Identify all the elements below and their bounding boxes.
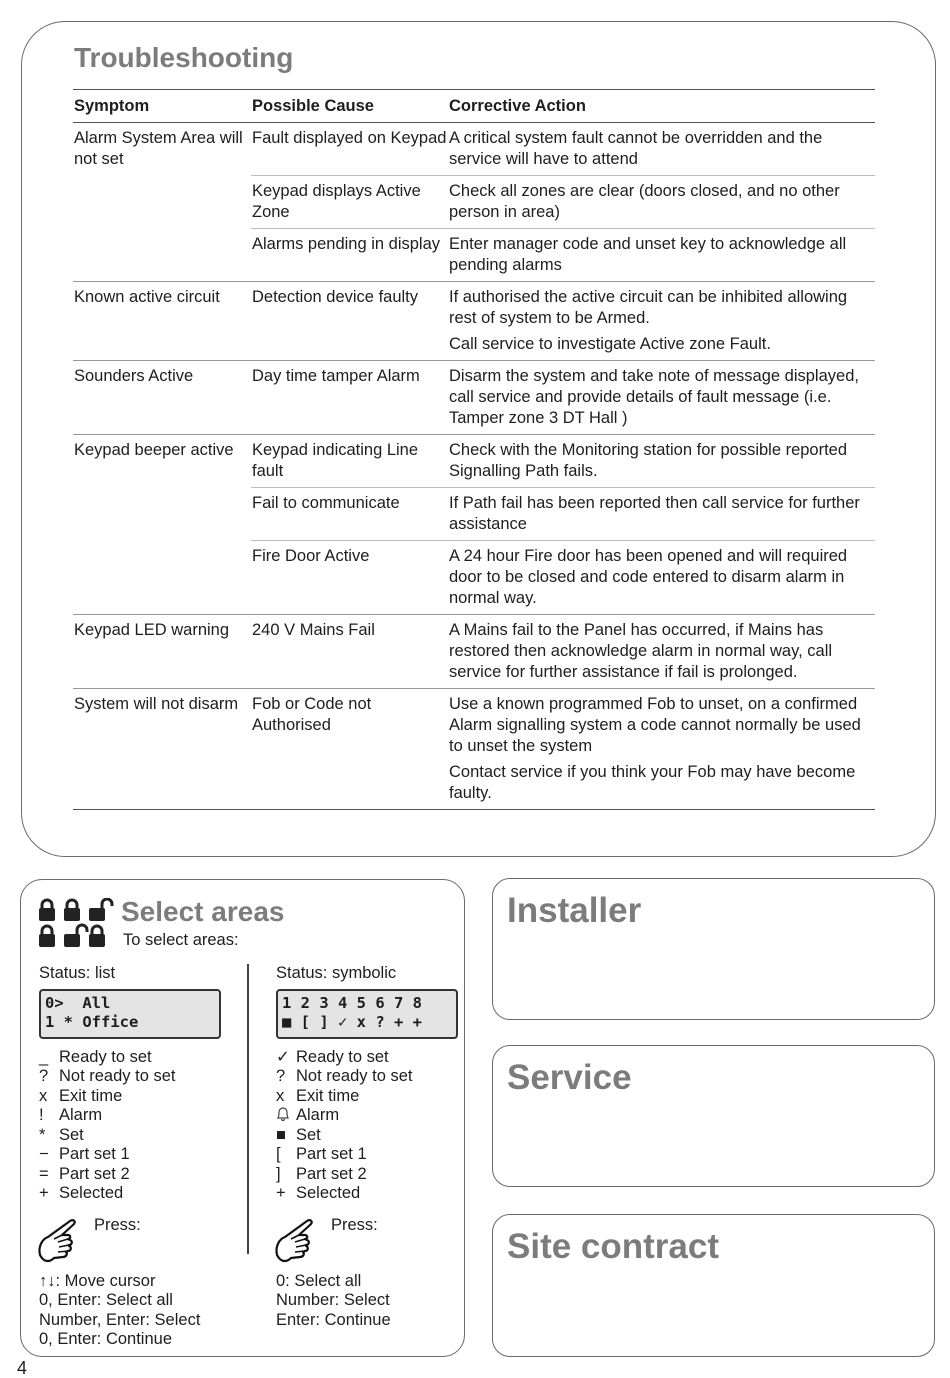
- table-row: [73, 176, 875, 229]
- symptom-cell: Sounders Active: [73, 361, 251, 435]
- legend-item: [276, 1048, 461, 1068]
- page-number: 4: [17, 1358, 28, 1378]
- symptom-cell: [73, 762, 251, 810]
- legend-symbol: −: [39, 1145, 49, 1163]
- symptom-cell: Keypad beeper active: [73, 435, 251, 488]
- lcd-line: 1 * Office: [45, 1012, 139, 1031]
- action-cell: Use a known programmed Fob to unset, on a confirmed Alarm signalling system a code cannot normally be used to unset the system: [448, 689, 875, 763]
- legend-symbol: [: [276, 1145, 281, 1163]
- table-row: [73, 689, 875, 763]
- action-cell: If authorised the active circuit can be inhibited allowing rest of system to be Armed.: [448, 282, 875, 335]
- instruction-line: 0, Enter: Continue: [39, 1330, 172, 1348]
- instruction-line: Number, Enter: Select: [39, 1310, 201, 1329]
- symptom-cell: [73, 229, 251, 282]
- table-row: [73, 488, 875, 541]
- table-row: [73, 762, 875, 810]
- press-block: [39, 1212, 249, 1272]
- action-cell: Contact service if you think your Fob may have become faulty.: [448, 762, 875, 810]
- legend-item: [39, 1067, 249, 1087]
- legend-text: Set: [59, 1125, 84, 1144]
- status-list-column: [39, 964, 249, 1350]
- action-cell: A 24 hour Fire door has been opened and will required door to be closed and code entered to disarm alarm in normal way.: [448, 541, 875, 615]
- legend-text: Alarm: [59, 1106, 103, 1124]
- legend-text: Exit time: [59, 1086, 123, 1105]
- service-box: [492, 1045, 935, 1187]
- legend-item: [39, 1165, 249, 1185]
- legend-symbol: +: [276, 1184, 286, 1202]
- table-row: [73, 123, 875, 176]
- lcd-line: ■ [ ] ✓ x ? + +: [282, 1012, 422, 1031]
- bell-icon: [276, 1106, 296, 1126]
- action-cell: A critical system fault cannot be overridden and the service will have to attend: [448, 123, 875, 176]
- legend-item: [39, 1087, 249, 1107]
- legend-item: [39, 1145, 249, 1165]
- header-symptom: Symptom: [73, 90, 251, 123]
- instruction-line: ↑↓: Move cursor: [39, 1271, 156, 1290]
- legend-text: Ready to set: [59, 1047, 152, 1066]
- press-block: [276, 1212, 461, 1272]
- status-symbolic-label: Status: symbolic: [276, 964, 397, 982]
- cause-cell: Keypad displays Active Zone: [251, 176, 448, 229]
- action-cell: If Path fail has been reported then call service for further assistance: [448, 488, 875, 541]
- legend-text: Not ready to set: [296, 1067, 413, 1085]
- status-list-label: Status: list: [39, 964, 116, 982]
- legend-text: Exit time: [296, 1086, 360, 1105]
- lcd-display-symbolic: [276, 989, 458, 1039]
- cause-cell: Alarms pending in display: [251, 229, 448, 282]
- site-contract-heading: Site contract: [507, 1227, 719, 1266]
- padlock-icon: [38, 898, 118, 950]
- legend-text: Ready to set: [296, 1047, 389, 1066]
- table-header-row: [73, 90, 875, 123]
- action-cell: A Mains fail to the Panel has occurred, if Mains has restored then acknowledge alarm in normal way, call service for further assistance if fail is prolonged.: [448, 615, 875, 689]
- legend-text: Alarm: [296, 1106, 340, 1124]
- legend-text: Selected: [296, 1184, 361, 1202]
- legend-item: [276, 1067, 461, 1087]
- action-cell: Call service to investigate Active zone Fault.: [449, 335, 771, 353]
- legend-symbol: ✓: [276, 1047, 290, 1066]
- table-row: [73, 435, 875, 488]
- cause-cell: 240 V Mains Fail: [251, 615, 448, 689]
- legend-item: [276, 1126, 461, 1146]
- legend-text: Not ready to set: [59, 1067, 176, 1085]
- troubleshooting-title: Troubleshooting: [74, 42, 294, 73]
- symptom-cell: Known active circuit: [73, 282, 251, 335]
- symptom-cell: [73, 334, 251, 361]
- legend-symbol: +: [39, 1184, 49, 1202]
- legend-item: [276, 1184, 461, 1204]
- table-row: [73, 334, 875, 361]
- symptom-cell: Keypad LED warning: [73, 615, 251, 689]
- cause-cell: [251, 762, 448, 810]
- instruction-line: 0: Select all: [276, 1271, 362, 1290]
- select-areas-subtitle: To select areas:: [123, 931, 239, 949]
- instruction-line: 0, Enter: Select all: [39, 1291, 173, 1309]
- status-legend: [39, 1048, 249, 1204]
- pointing-hand-icon: [273, 1215, 327, 1267]
- troubleshooting-panel: [21, 21, 936, 857]
- lcd-line: 0> All: [45, 993, 111, 1012]
- cause-cell: [251, 334, 448, 361]
- legend-item: [39, 1048, 249, 1068]
- legend-item: [276, 1145, 461, 1165]
- site-contract-box: [492, 1214, 935, 1357]
- installer-box: [492, 878, 935, 1020]
- legend-item: [39, 1184, 249, 1204]
- service-heading: Service: [507, 1058, 632, 1097]
- cause-cell: Fire Door Active: [251, 541, 448, 615]
- action-cell: Check with the Monitoring station for possible reported Signalling Path fails.: [448, 435, 875, 488]
- legend-text: Part set 2: [59, 1164, 130, 1183]
- header-possible-cause: Possible Cause: [251, 90, 448, 123]
- troubleshooting-table: [73, 89, 875, 810]
- legend-text: Part set 2: [296, 1164, 367, 1183]
- legend-item: [39, 1126, 249, 1146]
- press-label: Press:: [94, 1215, 141, 1234]
- cause-cell: Keypad indicating Line fault: [251, 435, 448, 488]
- symptom-cell: [73, 488, 251, 541]
- legend-item: [276, 1087, 461, 1107]
- legend-symbol: =: [39, 1164, 49, 1183]
- symptom-cell: [73, 176, 251, 229]
- select-areas-title: Select areas: [121, 896, 285, 927]
- table-row: [73, 615, 875, 689]
- instructions: [39, 1272, 249, 1350]
- status-symbolic-column: [276, 964, 461, 1330]
- select-areas-panel: [20, 879, 465, 1357]
- lcd-display-list: [39, 989, 221, 1039]
- table-row: [73, 541, 875, 615]
- lock-icons: [38, 898, 118, 950]
- press-label: Press:: [331, 1215, 378, 1234]
- instructions: [276, 1272, 461, 1331]
- action-cell: Enter manager code and unset key to acknowledge all pending alarms: [448, 229, 875, 282]
- symptom-cell: [73, 541, 251, 615]
- table-row: [73, 282, 875, 335]
- lcd-line: 1 2 3 4 5 6 7 8: [282, 993, 422, 1012]
- legend-text: Selected: [59, 1184, 124, 1202]
- symptom-cell: Alarm System Area will not set: [73, 123, 251, 176]
- legend-text: Part set 1: [59, 1145, 130, 1163]
- legend-symbol: ?: [39, 1067, 49, 1085]
- legend-symbol: ]: [276, 1164, 281, 1183]
- cause-cell: Fault displayed on Keypad: [251, 123, 448, 176]
- column-divider: [247, 964, 249, 1254]
- legend-item: [39, 1106, 249, 1126]
- legend-symbol: !: [39, 1106, 44, 1124]
- table-row: [73, 229, 875, 282]
- legend-symbol: x: [276, 1086, 285, 1105]
- action-cell: Disarm the system and take note of message displayed, call service and provide details of fault message (i.e. Tamper zone 3 DT Hall ): [448, 361, 875, 435]
- instruction-line: Number: Select: [276, 1291, 390, 1309]
- cause-cell: Fob or Code not Authorised: [251, 689, 448, 763]
- action-cell: Check all zones are clear (doors closed, and no other person in area): [448, 176, 875, 229]
- table-row: [73, 361, 875, 435]
- installer-heading: Installer: [507, 891, 642, 930]
- pointing-hand-icon: [36, 1215, 90, 1267]
- cause-cell: Detection device faulty: [251, 282, 448, 335]
- legend-text: Set: [296, 1125, 321, 1144]
- legend-item: [276, 1106, 461, 1126]
- legend-symbol: x: [39, 1086, 48, 1105]
- legend-symbol: ?: [276, 1067, 286, 1085]
- legend-symbol: *: [39, 1125, 46, 1144]
- cause-cell: Fail to communicate: [251, 488, 448, 541]
- cause-cell: Day time tamper Alarm: [251, 361, 448, 435]
- legend-text: Part set 1: [296, 1145, 367, 1163]
- legend-symbol: ■: [276, 1125, 286, 1144]
- header-corrective-action: Corrective Action: [448, 90, 875, 123]
- status-legend: [276, 1048, 461, 1204]
- instruction-line: Enter: Continue: [276, 1310, 391, 1329]
- symptom-cell: System will not disarm: [73, 689, 251, 763]
- legend-symbol: _: [39, 1047, 49, 1066]
- legend-item: [276, 1165, 461, 1185]
